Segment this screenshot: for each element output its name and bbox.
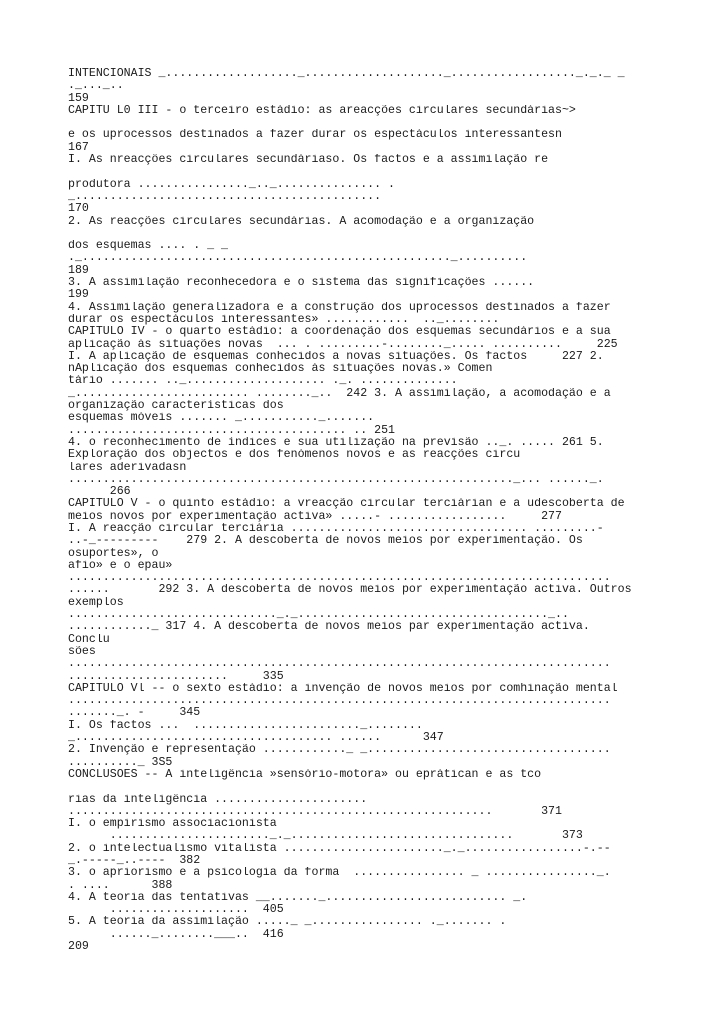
toc-line: ......................._._................................ 373	[68, 830, 583, 843]
toc-line: 266	[68, 486, 131, 499]
toc-line: sões	[68, 645, 96, 658]
toc-line: CAPÍTULO IV - o quarto estádio: a coordenação dos esquemas secundários e a sua	[68, 326, 611, 339]
toc-line: 209	[68, 941, 89, 954]
toc-line: nAplicação dos esquemas conhecidos às situações novas.» Comen	[68, 363, 493, 376]
toc-line: Exploração dos objectos e dos fenómenos novos e as reacções circu	[68, 449, 521, 462]
toc-line: ..............................................................................	[68, 658, 611, 671]
toc-line: 3. A assimilação reconhecedora e o sistema das significações ......	[68, 277, 535, 290]
toc-line: CAPÍTULO V - o quinto estádio: a vreacção circular terciárian e a udescoberta de	[68, 498, 625, 511]
toc-line: 189	[68, 264, 89, 277]
toc-line: 170	[68, 203, 89, 216]
toc-line: I. Os factos ... ........................_........	[68, 719, 423, 732]
toc-line: 2. Invenção e representação ............_ _...................................	[68, 744, 611, 757]
toc-line: organização características dos	[68, 400, 284, 413]
toc-line: . .... 388	[68, 879, 173, 892]
toc-line: I. o empirismo associacionista	[68, 818, 277, 831]
toc-line: ..............................................................................	[68, 695, 611, 708]
toc-line: .................... 405	[68, 904, 284, 917]
toc-line: I. As nreacçôes circulares secundáriaso. Os factos e a assimilação re	[68, 154, 549, 167]
toc-line: ..-_--------- 279 2. A descoberta de novos meios por experimentação. Os	[68, 535, 583, 548]
toc-line: ...... 292 3. A descoberta de novos meios por experimentação activa. Outros	[68, 584, 632, 597]
toc-line: ....................... 335	[68, 670, 284, 683]
toc-line: I. A aplicação de esquemas conhecidos a novas situações. Os factos 227 2.	[68, 350, 604, 363]
toc-line: afio» e o epau»	[68, 559, 173, 572]
toc-line: produtora ................_.._............... .	[68, 178, 395, 191]
toc-line: 4. o reconhecimento de índices e sua utilização na previsão .._. ..... 261 5.	[68, 436, 604, 449]
toc-line: 4. A teoria das tentativas __......._.......................... _.	[68, 891, 528, 904]
toc-line: ..............................................................................	[68, 572, 611, 585]
toc-line: rias da inteligência ......................	[68, 793, 368, 806]
toc-line: ._..._..	[68, 80, 124, 93]
toc-line: exemplos	[68, 596, 124, 609]
toc-line: Conclu	[68, 633, 110, 646]
toc-line: I. A reacção circular terciária .................................. .........-	[68, 522, 604, 535]
toc-line: osuportes», o	[68, 547, 159, 560]
toc-line	[68, 117, 660, 129]
toc-line: ........................................ .. 251	[68, 424, 395, 437]
toc-line: 2. As reacções circulares secundárias. A acomodação e a organização	[68, 215, 535, 228]
toc-line: lares aderivadasn	[68, 461, 187, 474]
toc-line: .........._ 3S5	[68, 756, 173, 769]
toc-line: _.-----_..---- 382	[68, 855, 201, 867]
toc-line: _..................................... ...... 347	[68, 732, 444, 745]
toc-line: aplicação às situações novas ... . .........-........_..... .......... 225	[68, 338, 618, 351]
toc-line: ......._. - 345	[68, 707, 201, 720]
toc-line: _......................... ........_.. 242 3. A assimilação, a acomodação e a	[68, 387, 611, 400]
toc-line: 167	[68, 141, 89, 154]
toc-line	[68, 166, 660, 178]
toc-line: CAPÍTULO Vl -- o sexto estádio: a invenção de novos meios por comhinação mental	[68, 682, 618, 695]
toc-line: 4. Assimilação generalizadora e a construção dos uprocessos destinados a fazer	[68, 301, 611, 314]
toc-line: tário ....... .._.................... ._. ..............	[68, 375, 458, 388]
toc-line: ......_........___.. 416	[68, 928, 284, 941]
toc-line: esquemas móveis ....... _..........._.......	[68, 412, 375, 425]
toc-line	[68, 781, 660, 793]
toc-line: 199	[68, 289, 89, 302]
toc-line: 5. A teoria da assimilação ....._ _................ ._....... .	[68, 916, 507, 929]
toc-line: _............................................	[68, 190, 382, 203]
toc-line: ............_ 317 4. A descoberta de novos meios par experimentação activa.	[68, 621, 590, 634]
toc-line: CAPÍTU L0 III - o terceiro estádio: as areacções circulares secundárias~>	[68, 104, 576, 117]
toc-line: 2. o intelectualismo vitalista ......................._._.................-.--	[68, 842, 611, 855]
toc-line: INTENCIONAIS _..................._...................._.................._._._ _	[68, 68, 625, 80]
toc-line: ............................................................. 371	[68, 805, 562, 818]
toc-line: e os uprocessos destinados a fazer durar os espectáculos interessantesn	[68, 129, 562, 142]
toc-line	[68, 228, 660, 240]
toc-line: meios novos por experimentação activa» .....- ................. 277	[68, 510, 562, 523]
table-of-contents-page	[68, 68, 660, 953]
toc-line: 3. o apriorismo e a psicologia da forma ................ _ ................_.	[68, 867, 611, 880]
toc-line: .............................._._...................................._..	[68, 609, 569, 622]
toc-line: ................................................................_... ......_.	[68, 473, 604, 486]
toc-line: durar os espectáculos interessantes» ............ .._........	[68, 313, 500, 326]
toc-line: ._....................................................._..........	[68, 252, 528, 265]
toc-line: dos esquemas .... . _ _	[68, 240, 229, 253]
toc-line: 159	[68, 92, 89, 105]
toc-line: CONCLUSÕES -- A inteligência »sensório-motora» ou eprátican e as tco	[68, 768, 542, 781]
